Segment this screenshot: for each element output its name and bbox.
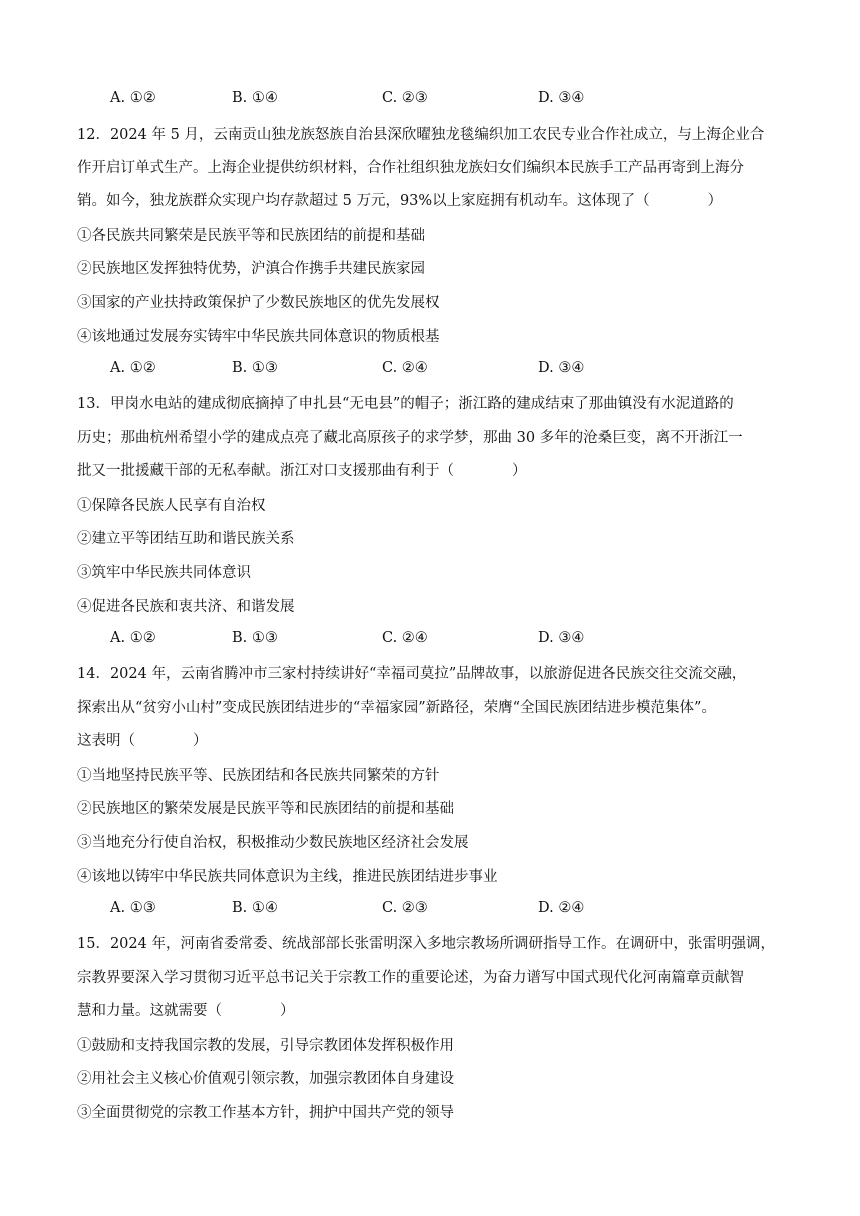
q12-option-d: D. ③④ xyxy=(538,360,585,376)
q15-statement: ③全面贯彻党的宗教工作基本方针，拥护中国共产党的领导 xyxy=(77,1105,454,1121)
q12-stem-line: 销。如今，独龙族群众实现户均存款超过 5 万元，93%以上家庭拥有机动车。这体现了（ ） xyxy=(77,193,723,209)
q12-option-c: C. ②④ xyxy=(382,360,428,376)
q13-option-a: A. ①② xyxy=(110,630,156,646)
q15-stem-line: 宗教界要深入学习贯彻习近平总书记关于宗教工作的重要论述，为奋力谱写中国式现代化河南篇章贡献智 xyxy=(77,970,744,986)
q14-stem-line: 探索出从“贫穷小山村”变成民族团结进步的“幸福家园”新路径，荣膺“全国民族团结进步模范集体”。 xyxy=(77,700,716,716)
q14-option-c: C. ②③ xyxy=(382,900,428,916)
q13-statement: ①保障各民族人民享有自治权 xyxy=(77,498,266,514)
q13-statement: ②建立平等团结互助和谐民族关系 xyxy=(77,531,295,547)
q12-stem-line: 12．2024 年 5 月，云南贡山独龙族怒族自治县深欣曜独龙毯编织加工农民专业合作社成立，与上海企业合 xyxy=(77,127,765,143)
q14-stem-line: 14．2024 年，云南省腾冲市三家村持续讲好“幸福司莫拉”品牌故事，以旅游促进各民族交往交流交融， xyxy=(77,666,747,682)
q13-option-c: C. ②④ xyxy=(382,630,428,646)
q12-option-a: A. ①② xyxy=(110,360,156,376)
q13-option-b: B. ①③ xyxy=(232,630,278,646)
q11-option-b: B. ①④ xyxy=(232,90,278,106)
q14-stem-line: 这表明（ ） xyxy=(77,733,208,749)
q12-statement: ①各民族共同繁荣是民族平等和民族团结的前提和基础 xyxy=(77,228,425,244)
q14-option-b: B. ①④ xyxy=(232,900,278,916)
q11-options xyxy=(110,90,710,110)
q14-statement: ②民族地区的繁荣发展是民族平等和民族团结的前提和基础 xyxy=(77,801,454,817)
q15-statement: ①鼓励和支持我国宗教的发展，引导宗教团体发挥积极作用 xyxy=(77,1038,454,1054)
q11-option-a: A. ①② xyxy=(110,90,156,106)
q12-stem-line: 作开启订单式生产。上海企业提供纺织材料，合作社组织独龙族妇女们编织本民族手工产品再寄到上海分 xyxy=(77,160,744,176)
q11-option-c: C. ②③ xyxy=(382,90,428,106)
q15-stem-line: 15．2024 年，河南省委常委、统战部部长张雷明深入多地宗教场所调研指导工作。在调研中，张雷明强调， xyxy=(77,936,775,952)
q12-option-b: B. ①③ xyxy=(232,360,278,376)
q13-stem-line: 批又一批援藏干部的无私奉献。浙江对口支援那曲有利于（ ） xyxy=(77,463,527,479)
q12-statement: ③国家的产业扶持政策保护了少数民族地区的优先发展权 xyxy=(77,295,440,311)
q13-option-d: D. ③④ xyxy=(538,630,585,646)
q14-options xyxy=(110,900,710,920)
q14-statement: ③当地充分行使自治权，积极推动少数民族地区经济社会发展 xyxy=(77,835,469,851)
q13-options xyxy=(110,630,710,650)
q12-statement: ④该地通过发展夯实铸牢中华民族共同体意识的物质根基 xyxy=(77,329,440,345)
q13-statement: ④促进各民族和衷共济、和谐发展 xyxy=(77,599,295,615)
q12-options xyxy=(110,360,710,380)
q14-option-a: A. ①③ xyxy=(110,900,156,916)
q11-option-d: D. ③④ xyxy=(538,90,585,106)
q13-stem-line: 历史；那曲杭州希望小学的建成点亮了藏北高原孩子的求学梦，那曲 30 多年的沧桑巨变，离不开浙江一 xyxy=(77,430,743,446)
q13-statement: ③筑牢中华民族共同体意识 xyxy=(77,565,251,581)
q13-stem-line: 13．甲岗水电站的建成彻底摘掉了申扎县“无电县”的帽子；浙江路的建成结束了那曲镇没有水泥道路的 xyxy=(77,396,734,412)
q15-stem-line: 慧和力量。这就需要（ ） xyxy=(77,1003,295,1019)
q14-statement: ④该地以铸牢中华民族共同体意识为主线，推进民族团结进步事业 xyxy=(77,869,498,885)
q15-statement: ②用社会主义核心价值观引领宗教，加强宗教团体自身建设 xyxy=(77,1071,454,1087)
q14-option-d: D. ②④ xyxy=(538,900,585,916)
q14-statement: ①当地坚持民族平等、民族团结和各民族共同繁荣的方针 xyxy=(77,768,440,784)
q12-statement: ②民族地区发挥独特优势，沪滇合作携手共建民族家园 xyxy=(77,261,425,277)
